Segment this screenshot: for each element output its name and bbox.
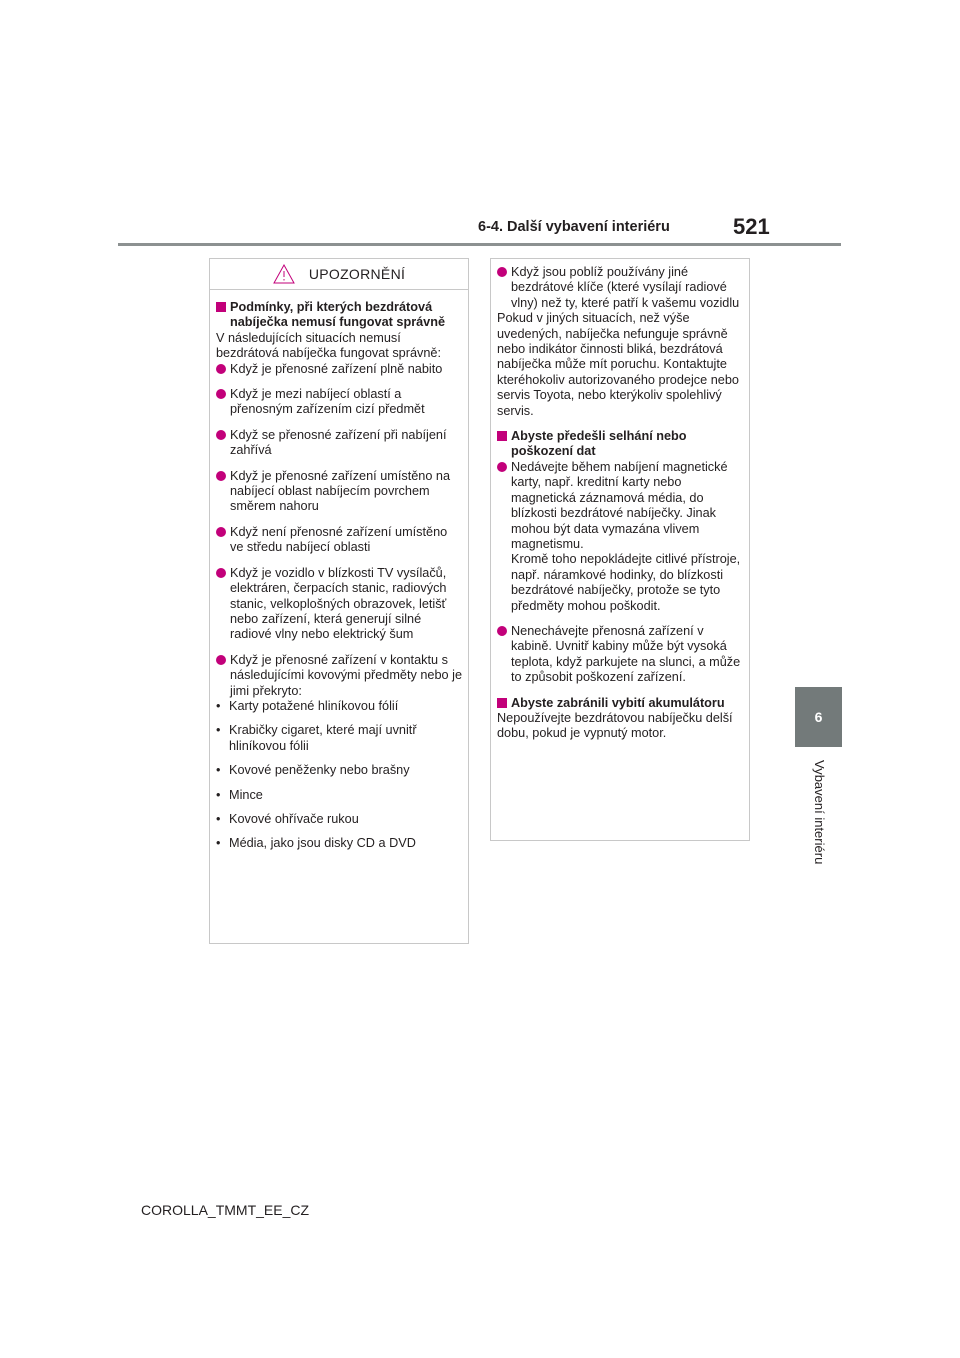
malfunction-note: Pokud v jiných situacích, než výše uvedených, nabíječka nefunguje správně nebo indikátor činnosti bliká, bezdrátová nabíječka může mít poruchu. Kontaktujte kteréhokoliv autorizovaného prodejce nebo servis Toyota, nebo kterýkoliv spolehlivý servis. <box>497 311 739 418</box>
sub-list-item-text: Karty potažené hliníkovou fólií <box>229 698 399 713</box>
battery-text: Nepoužívejte bezdrátovou nabíječku delší dobu, pokud je vypnutý motor. <box>497 710 733 741</box>
list-item-text: Když se přenosné zařízení při nabíjení zahřívá <box>230 427 447 458</box>
sub-list-item <box>216 836 463 851</box>
small-bullet-icon: • <box>216 723 221 738</box>
list-item <box>216 566 463 643</box>
list-item <box>497 624 744 686</box>
list-item-text: Když je přenosné zařízení v kontaktu s následujícími kovovými předměty nebo je jimi překryto: <box>230 652 463 698</box>
round-bullet-icon <box>216 568 226 578</box>
list-item-text: Když je přenosné zařízení plně nabito <box>230 361 443 376</box>
list-item <box>216 653 463 699</box>
list-item-text: Když je přenosné zařízení umístěno na nabíjecí oblast nabíjecím povrchem směrem nahoru <box>230 468 451 514</box>
warning-box <box>209 258 469 944</box>
page-number: 521 <box>733 214 770 239</box>
square-bullet-icon <box>497 431 507 441</box>
round-bullet-icon <box>497 462 507 472</box>
square-bullet-icon <box>216 302 226 312</box>
list-item-text: Nenechávejte přenosná zařízení v kabině. Uvnitř kabiny může být vysoká teplota, když parkujete na slunci, a může to způsobit poškození zařízení. <box>511 623 741 685</box>
round-bullet-icon <box>216 364 226 374</box>
warning-triangle-icon <box>273 264 295 284</box>
warning-heading <box>216 300 463 331</box>
warning-box-title-bar <box>210 259 468 290</box>
magnetic-warning-text: Nedávejte během nabíjení magnetické karty, např. kreditní karty nebo magnetická záznamová média, do blízkosti bezdrátové nabíječky. Jinak mohou být data vymazána vlivem magnetismu. <box>511 459 728 551</box>
list-item <box>497 460 744 614</box>
continued-content <box>491 259 749 746</box>
data-heading <box>497 429 744 460</box>
battery-heading <box>497 696 744 711</box>
sub-list-item-text: Média, jako jsou disky CD a DVD <box>229 836 416 851</box>
small-bullet-icon: • <box>216 787 221 802</box>
sub-list-item <box>216 763 463 778</box>
round-bullet-icon <box>497 267 507 277</box>
warning-intro: V následujících situacích nemusí bezdrátová nabíječka fungovat správně: <box>216 330 441 361</box>
sub-list-item <box>216 812 463 827</box>
sub-list-item <box>216 788 463 803</box>
round-bullet-icon <box>216 389 226 399</box>
chapter-tab: 6 <box>795 687 842 747</box>
sub-list-item <box>216 723 463 754</box>
round-bullet-icon <box>497 626 507 636</box>
section-title: 6-4. Další vybavení interiéru <box>478 219 670 235</box>
list-item <box>216 387 463 418</box>
list-item <box>216 525 463 556</box>
continued-warning-box <box>490 258 750 841</box>
list-item-text: Když není přenosné zařízení umístěno ve středu nabíjecí oblasti <box>230 524 448 555</box>
sub-list-item <box>216 699 463 714</box>
list-item <box>216 469 463 515</box>
warning-heading-text: Podmínky, při kterých bezdrátová nabíječka nemusí fungovat správně <box>230 300 446 330</box>
list-item-text: Když jsou poblíž používány jiné bezdrátové klíče (které vysílají radiové vlny) než ty, které patří k vašemu vozidlu <box>511 265 740 310</box>
warning-title: UPOZORNĚNÍ <box>308 266 406 282</box>
small-bullet-icon: • <box>216 836 221 851</box>
small-bullet-icon: • <box>216 811 221 826</box>
small-bullet-icon: • <box>216 698 221 713</box>
list-item <box>216 428 463 459</box>
sub-list-item-text: Mince <box>229 787 263 802</box>
chapter-side-label: Vybavení interiéru <box>812 760 827 865</box>
sub-list-item-text: Krabičky cigaret, které mají uvnitř hliníkovou fólii <box>229 723 417 753</box>
round-bullet-icon <box>216 527 226 537</box>
header-rule <box>118 243 841 246</box>
sub-list-item-text: Kovové ohřívače rukou <box>229 811 359 826</box>
sub-list-item-text: Kovové peněženky nebo brašny <box>229 763 410 778</box>
document-code: COROLLA_TMMT_EE_CZ <box>141 1202 310 1218</box>
small-bullet-icon: • <box>216 763 221 778</box>
data-heading-text: Abyste předešli selhání nebo poškození dat <box>511 429 687 459</box>
battery-heading-text: Abyste zabránili vybití akumulátoru <box>511 695 725 710</box>
warning-content <box>210 290 468 856</box>
list-item <box>216 362 463 377</box>
round-bullet-icon <box>216 655 226 665</box>
list-item-text <box>511 460 744 614</box>
list-item-text: Když je mezi nabíjecí oblastí a přenosným zařízením cizí předmět <box>230 387 425 417</box>
square-bullet-icon <box>497 698 507 708</box>
magnetic-extra-text: Kromě toho nepokládejte citlivé přístroje, např. náramkové hodinky, do blízkosti bezdrátové nabíječky, protože se tyto předměty mohou poškodit. <box>511 552 741 613</box>
round-bullet-icon <box>216 471 226 481</box>
round-bullet-icon <box>216 430 226 440</box>
list-item <box>497 265 744 311</box>
list-item-text: Když je vozidlo v blízkosti TV vysílačů, elektráren, čerpacích stanic, radiových stanic, velkoplošných obrazovek, letišť nebo zařízení, která generují silné radiové vlny nebo elektrický šum <box>230 565 447 642</box>
